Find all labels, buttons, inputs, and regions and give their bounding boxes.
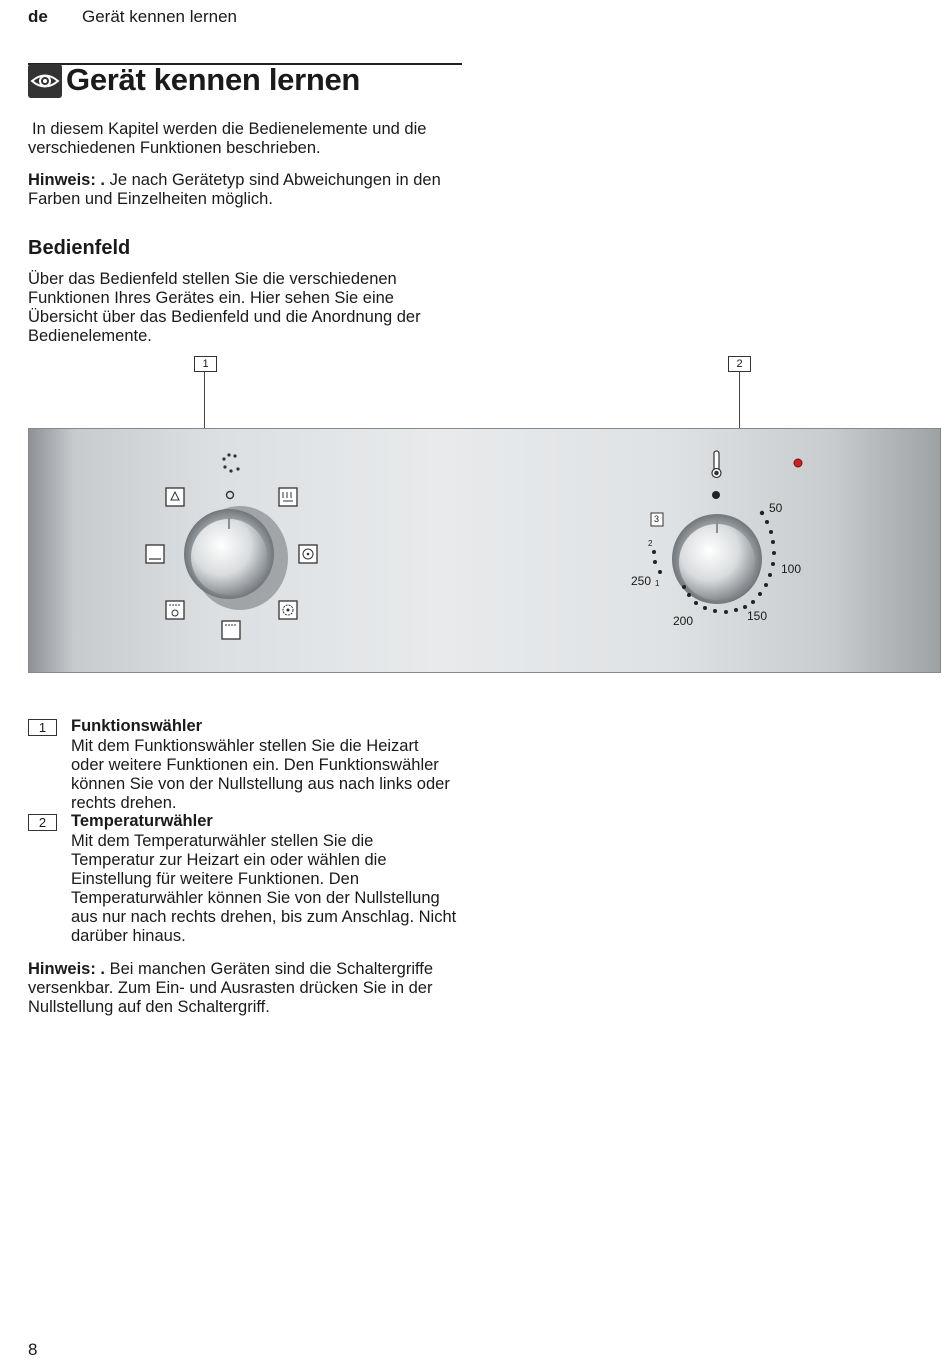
bedienfeld-paragraph: Über das Bedienfeld stellen Sie die verschiedenen Funktionen Ihres Gerätes ein. Hier sehen Sie eine Übersicht über das Bedienfeld und die Anordnung der Bedienelemente. xyxy=(28,270,421,345)
note-label: Hinweis: . xyxy=(28,171,106,189)
eye-icon xyxy=(28,64,62,98)
item-title-2: Temperaturwähler xyxy=(71,812,213,830)
page-number: 8 xyxy=(28,1340,38,1359)
grill-fan-icon xyxy=(166,601,184,619)
note-text: Je nach Gerätetyp sind Abweichungen in den Farben und Einzelheiten möglich. xyxy=(28,171,441,208)
note2-text: Bei manchen Geräten sind die Schaltergriffe versenkbar. Zum Ein- und Ausrasten drücken Sie in der Nullstellung auf den Schaltergriff. xyxy=(28,960,434,1016)
callout-2: 2 xyxy=(728,356,751,372)
item-number-1: 1 xyxy=(28,719,57,736)
temp-label-50: 50 xyxy=(769,501,783,515)
step-label-2: 2 xyxy=(648,539,653,548)
language-code: de xyxy=(28,7,48,26)
lamp-icon xyxy=(166,488,184,506)
item-number-2: 2 xyxy=(28,814,57,831)
item-text-2: Mit dem Temperaturwähler stellen Sie die Temperatur zur Heizart ein oder wählen die Einstellung für weitere Funktionen. Den Temperaturwähler können Sie von der Nullstellung aus nur nach rechts drehen, bis zum Anschlag. Nicht darüber hinaus. xyxy=(71,832,457,945)
intro-paragraph: In diesem Kapitel werden die Bedienelemente und die verschiedenen Funktionen beschrieben. xyxy=(28,120,427,157)
step-label-1: 1 xyxy=(655,579,660,588)
temp-label-200: 200 xyxy=(673,614,694,628)
step-label-3: 3 xyxy=(654,514,660,524)
temp-label-250: 250 xyxy=(631,574,652,588)
function-selector[interactable] xyxy=(184,506,288,610)
temp-zero-marker xyxy=(712,491,720,499)
zero-position-marker xyxy=(227,492,234,499)
note2-paragraph xyxy=(28,960,464,1017)
item-title-1: Funktionswähler xyxy=(71,717,203,735)
note-paragraph xyxy=(28,171,468,209)
hot-air-icon xyxy=(299,545,317,563)
top-bottom-heat-icon xyxy=(279,488,297,506)
thermometer-icon xyxy=(712,451,721,478)
temperature-selector[interactable] xyxy=(672,514,762,604)
temp-label-100: 100 xyxy=(781,562,802,576)
conventional-heat-icon xyxy=(146,545,164,563)
dotted-arc-icon xyxy=(222,453,239,472)
item-text-1: Mit dem Funktionswähler stellen Sie die Heizart oder weitere Funktionen ein. Den Funktionswähler können Sie von der Nullstellung aus nach links oder rechts drehen. xyxy=(71,737,450,812)
operating-indicator-light xyxy=(794,459,802,467)
bottom-heat-icon xyxy=(222,621,240,639)
callout-1: 1 xyxy=(194,356,217,372)
section-heading: Bedienfeld xyxy=(28,237,131,259)
fan-ring-icon xyxy=(279,601,297,619)
note2-label: Hinweis: . xyxy=(28,960,106,978)
running-header: Gerät kennen lernen xyxy=(82,7,237,26)
page-title: Gerät kennen lernen xyxy=(66,62,361,97)
temp-label-150: 150 xyxy=(747,609,768,623)
control-panel xyxy=(28,428,941,673)
